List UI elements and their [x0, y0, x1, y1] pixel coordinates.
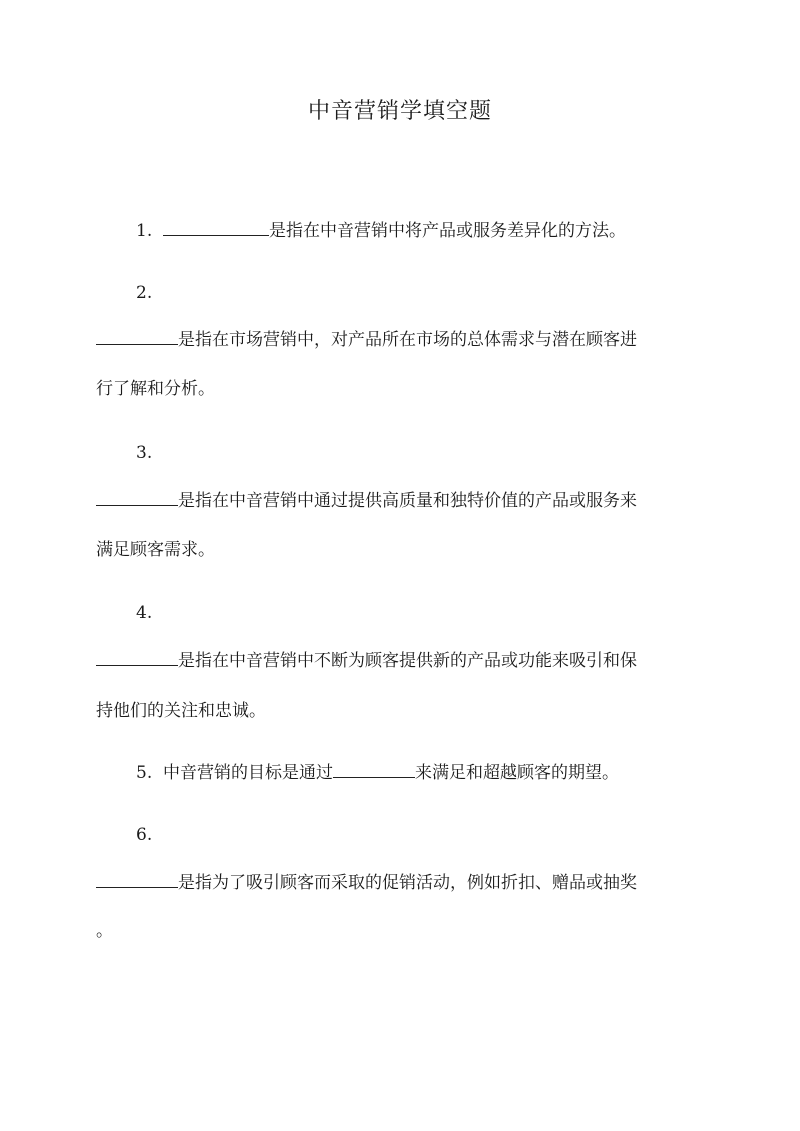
question-number: 5. [136, 763, 153, 783]
question-text: 是指为了吸引顾客而采取的促销活动，例如折扣、赠品或抽奖 [178, 873, 637, 893]
question-number-4: 4. [136, 603, 153, 623]
question-3-line-2: 满足顾客需求。 [96, 540, 215, 560]
question-text-before: 中音营销的目标是通过 [163, 763, 334, 783]
question-6-line-2: 。 [96, 921, 113, 941]
answer-blank[interactable] [333, 762, 415, 778]
answer-blank[interactable] [96, 650, 178, 666]
question-4-line-1 [96, 648, 637, 674]
document-title: 中音营销学填空题 [307, 99, 492, 124]
question-3-line-1 [96, 488, 637, 514]
question-number-3: 3. [136, 443, 153, 463]
question-5 [136, 760, 619, 786]
question-6-line-1 [96, 870, 637, 896]
question-text: 是指在中音营销中不断为顾客提供新的产品或功能来吸引和保 [178, 651, 637, 671]
answer-blank[interactable] [96, 490, 178, 506]
question-number-2: 2. [136, 283, 153, 303]
question-text: 是指在中音营销中将产品或服务差异化的方法。 [269, 221, 627, 241]
question-text-after: 来满足和超越顾客的期望。 [415, 763, 620, 783]
question-text: 是指在中音营销中通过提供高质量和独特价值的产品或服务来 [178, 491, 637, 511]
question-number: 1. [136, 221, 153, 241]
answer-blank[interactable] [163, 220, 269, 236]
question-4-line-2: 持他们的关注和忠诚。 [96, 701, 266, 721]
question-2-line-2: 行了解和分析。 [96, 379, 215, 399]
answer-blank[interactable] [96, 872, 178, 888]
question-number-6: 6. [136, 825, 153, 845]
question-text: 是指在市场营销中，对产品所在市场的总体需求与潜在顾客进 [178, 330, 637, 350]
answer-blank[interactable] [96, 329, 178, 345]
question-1 [136, 218, 626, 244]
question-2-line-1 [96, 327, 637, 353]
